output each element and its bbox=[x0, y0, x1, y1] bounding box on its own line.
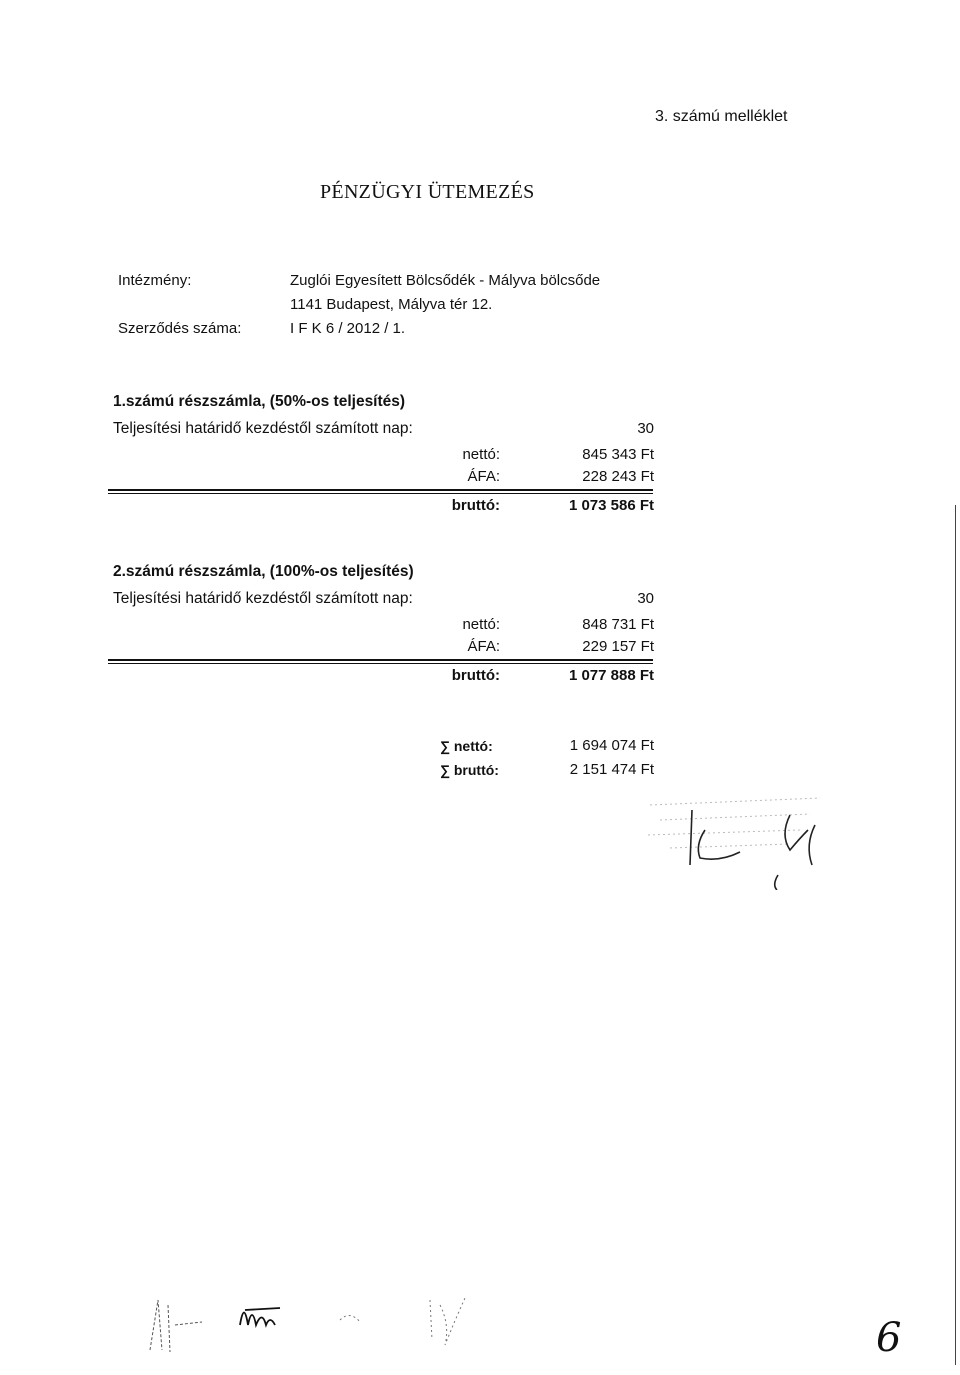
total-net-label: ∑ nettó: bbox=[440, 738, 493, 754]
vat-value: 229 157 Ft bbox=[582, 638, 654, 655]
gross-value: 1 077 888 Ft bbox=[568, 667, 654, 684]
contract-number: I F K 6 / 2012 / 1. bbox=[290, 320, 406, 337]
deadline-text: Teljesítési határidő kezdéstől számított nap: bbox=[113, 420, 413, 437]
annex-label: 3. számú melléklet bbox=[655, 108, 788, 125]
net-label: nettó: bbox=[462, 446, 500, 463]
gross-label: bruttó: bbox=[451, 667, 500, 684]
initials-signatures bbox=[140, 1280, 480, 1360]
gross-value: 1 073 586 Ft bbox=[568, 497, 654, 514]
net-value: 848 731 Ft bbox=[582, 616, 654, 633]
divider-line bbox=[108, 659, 653, 661]
total-gross-value: 2 151 474 Ft bbox=[569, 761, 654, 778]
institution-label: Intézmény: bbox=[118, 272, 192, 289]
divider-line bbox=[108, 663, 653, 664]
page-mark-handwritten bbox=[872, 1305, 922, 1365]
divider-line bbox=[108, 489, 653, 491]
net-value: 845 343 Ft bbox=[582, 446, 654, 463]
vat-label: ÁFA: bbox=[467, 468, 500, 485]
net-label: nettó: bbox=[462, 616, 500, 633]
page-mark: 6 bbox=[876, 1315, 902, 1361]
institution-name: Zuglói Egyesített Bölcsődék - Mályva bölcsőde bbox=[290, 272, 601, 289]
margin-line bbox=[955, 505, 956, 1365]
total-net-value: 1 694 074 Ft bbox=[569, 737, 654, 754]
total-gross-label: ∑ bruttó: bbox=[440, 762, 499, 778]
invoice-heading: 2.számú részszámla, (100%-os teljesítés) bbox=[113, 563, 414, 580]
gross-label: bruttó: bbox=[451, 497, 500, 514]
deadline-text: Teljesítési határidő kezdéstől számított nap: bbox=[113, 590, 413, 607]
stamp-signature bbox=[640, 790, 840, 890]
vat-value: 228 243 Ft bbox=[582, 468, 654, 485]
deadline-days: 30 bbox=[637, 420, 654, 437]
vat-label: ÁFA: bbox=[467, 638, 500, 655]
institution-address: 1141 Budapest, Mályva tér 12. bbox=[290, 296, 493, 313]
invoice-heading: 1.számú részszámla, (50%-os teljesítés) bbox=[113, 393, 406, 410]
divider-line bbox=[108, 493, 653, 494]
contract-label: Szerződés száma: bbox=[118, 320, 242, 337]
deadline-days: 30 bbox=[637, 590, 654, 607]
page-title: PÉNZÜGYI ÜTEMEZÉS bbox=[320, 181, 535, 203]
